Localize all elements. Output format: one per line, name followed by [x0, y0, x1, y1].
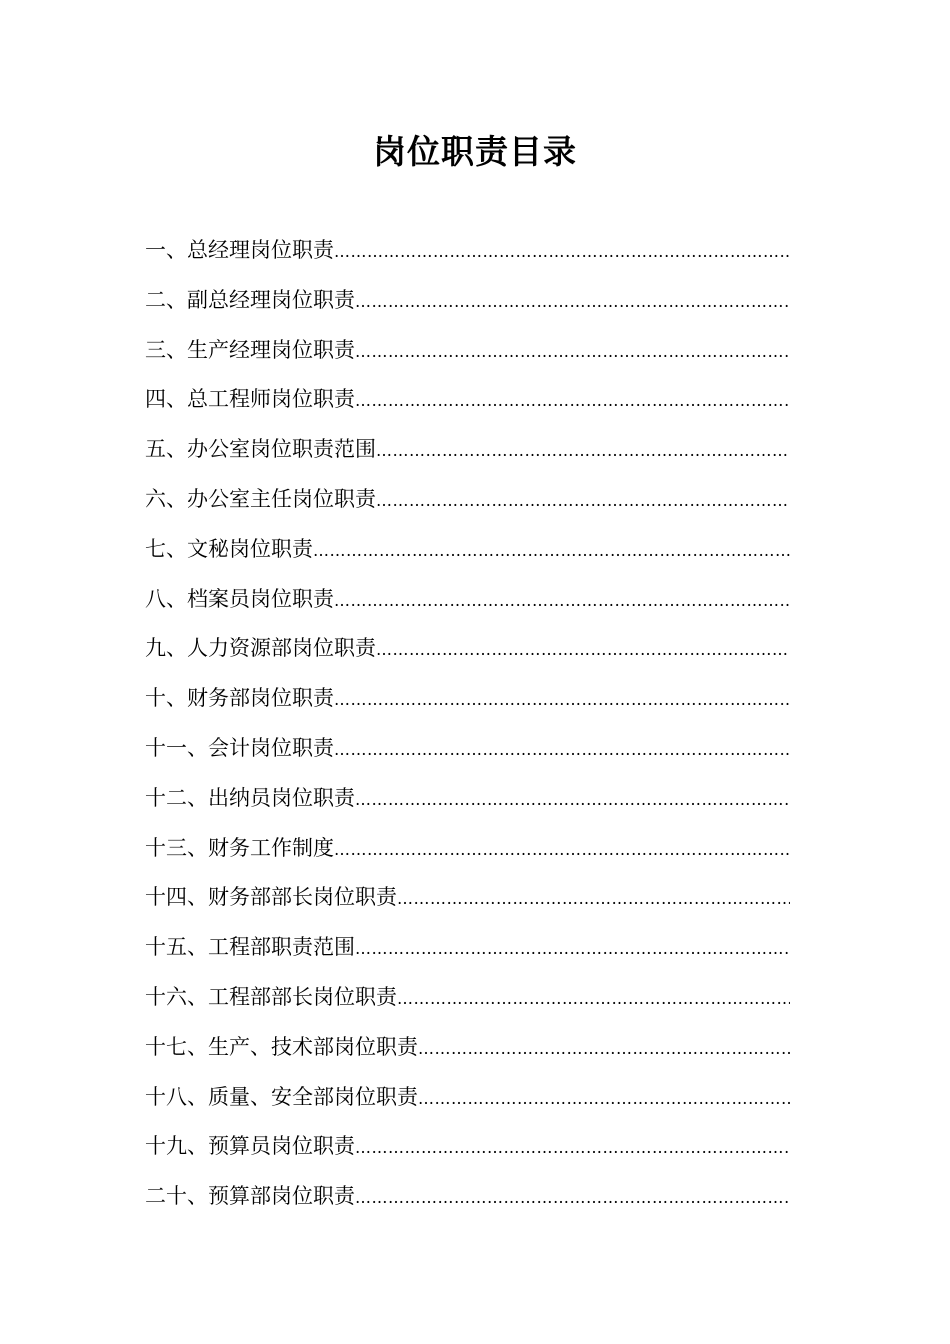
dot-leader: [355, 277, 790, 326]
toc-entry-label: 九、人力资源部岗位职责: [145, 636, 376, 661]
toc-entry-label: 十六、工程部部长岗位职责: [145, 984, 397, 1009]
dot-leader: [355, 775, 790, 824]
toc-entry[interactable]: [145, 824, 790, 874]
page-title: 岗位职责目录: [373, 132, 577, 171]
dot-leader: [418, 1024, 790, 1073]
dot-leader: [355, 1173, 790, 1222]
dot-leader: [334, 227, 790, 276]
toc-entry[interactable]: [145, 525, 790, 575]
toc-entry[interactable]: [145, 1172, 790, 1222]
dot-leader: [355, 327, 790, 376]
toc-entry-label: 四、总工程师岗位职责: [145, 387, 355, 412]
dot-leader: [397, 974, 790, 1023]
toc-entry-label: 十四、财务部部长岗位职责: [145, 885, 397, 910]
toc-entry[interactable]: [145, 624, 790, 674]
toc-entry[interactable]: [145, 575, 790, 625]
toc-entry-label: 六、办公室主任岗位职责: [145, 486, 376, 511]
dot-leader: [418, 1074, 790, 1123]
toc-entry[interactable]: [145, 425, 790, 475]
toc-entry-label: 十九、预算员岗位职责: [145, 1134, 355, 1159]
toc-entry-label: 二、副总经理岗位职责: [145, 287, 355, 312]
dot-leader: [334, 825, 790, 874]
dot-leader: [334, 675, 790, 724]
dot-leader: [355, 924, 790, 973]
toc-entry[interactable]: [145, 873, 790, 923]
toc-entry-label: 十一、会计岗位职责: [145, 735, 334, 760]
dot-leader: [334, 725, 790, 774]
dot-leader: [334, 576, 790, 625]
toc-entry-label: 十二、出纳员岗位职责: [145, 785, 355, 810]
toc-entry[interactable]: [145, 1122, 790, 1172]
toc-entry[interactable]: [145, 674, 790, 724]
toc-entry-label: 十三、财务工作制度: [145, 835, 334, 860]
toc-entry[interactable]: [145, 724, 790, 774]
toc-entry-label: 十七、生产、技术部岗位职责: [145, 1034, 418, 1059]
dot-leader: [376, 625, 790, 674]
toc-entry[interactable]: [145, 923, 790, 973]
toc-entry[interactable]: [145, 973, 790, 1023]
toc-entry[interactable]: [145, 375, 790, 425]
dot-leader: [355, 376, 790, 425]
toc-entry-label: 十八、质量、安全部岗位职责: [145, 1084, 418, 1109]
toc-entry[interactable]: [145, 326, 790, 376]
toc-entry-label: 五、办公室岗位职责范围: [145, 437, 376, 462]
toc-entry-label: 八、档案员岗位职责: [145, 586, 334, 611]
dot-leader: [376, 426, 790, 475]
toc-entry[interactable]: [145, 475, 790, 525]
toc-entry-label: 七、文秘岗位职责: [145, 536, 313, 561]
toc-entry-label: 十五、工程部职责范围: [145, 935, 355, 960]
toc-entry-label: 一、总经理岗位职责: [145, 238, 334, 262]
dot-leader: [313, 526, 790, 575]
toc-entry[interactable]: [145, 226, 790, 276]
toc-entry-label: 十、财务部岗位职责: [145, 686, 334, 711]
table-of-contents: [145, 226, 790, 1222]
toc-entry[interactable]: [145, 774, 790, 824]
dot-leader: [397, 874, 790, 923]
toc-entry[interactable]: [145, 1073, 790, 1123]
toc-entry[interactable]: [145, 1023, 790, 1073]
dot-leader: [355, 1123, 790, 1172]
toc-entry-label: 二十、预算部岗位职责: [145, 1184, 355, 1209]
dot-leader: [376, 476, 790, 525]
toc-entry[interactable]: [145, 276, 790, 326]
toc-entry-label: 三、生产经理岗位职责: [145, 337, 355, 362]
